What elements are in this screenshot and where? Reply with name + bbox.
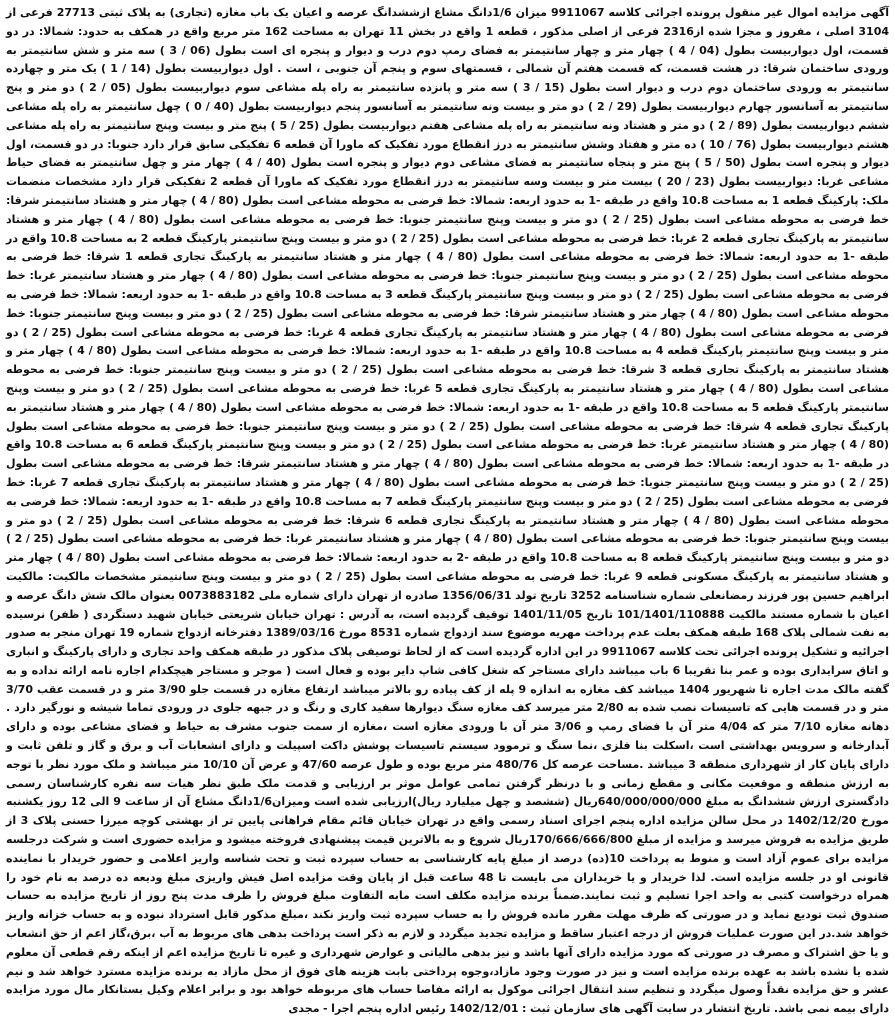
notice-body: آگهی مزایده اموال غیر منقول پرونده اجرائی کلاسه 9911067 میزان 1/6دانگ مشاع ازششدانگ عرصه و اعیان یک باب مغازه (تجاری) به پلاک ثبتی 27713 فرعی از 3104 اصلی ، مفروز و مجزا شده از2316 فرعی از اصلی مذکور ، قطعه 1 واقع در بخش 11 تهران به مساحت 162 متر مربع واقع در همکف به حدود: شمالا: در دو قسمت، اول دیواربیست بطول (04 / 4 ) چهار متر و چهار سانتیمتر به فضای رمپ دوم درب و دیوار و پنجره ای است بطول (06 / 3 ) سه متر و شش سانتیمتر به ورودی ساختمان شرقا: در هشت قسمت، که قسمت هفتم آن شمالی ، قسمتهای سوم و پنجم آن جنوبی ، است . اول دیواربیست بطول (14 / 1 ) یک متر و چهارده سانتیمتر به ورودی ساختمان دوم درب و دیوار است بطول (15 / 3 ) سه متر و پانزده سانتیمتر به راه پله مشاعی سوم دیواربیست بطول (05 / 2 ) دو متر و پنج سانتیمتر به آسانسور چهارم دیواربیست بطول (29 / 2 ) دو متر و بیست ونه سانتیمتر به آسانسور پنجم دیواربیست بطول (40 / 0 ) چهل سانتیمتر به راه پله مشاعی ششم دیواربیست بطول (89 / 2 ) دو متر و هشتاد ونه سانتیمتر به راه پله مشاعی هفتم دیواربیست بطول (25 / 5 ) پنج متر و بیست وپنج سانتیمتر به راه پله مشاعی هشتم دیواربیست بطول (76 / 10 ) ده متر و هفتاد وشش سانتیمتر به درز انقطاع مورد تفکیک که ماورا آن قطعه 6 تفکیکی سابق قرار دارد جنوبا: در دو قسمت، اول دیوار و پنجره است بطول (50 / 5 ) پنج متر و پنجاه سانتیمتر به فضای مشاعی دوم دیوار و پنجره است بطول (40 / 4 ) چهار متر و چهل سانتیمتر به فضای حیاط مشاعی غربا: دیواربیست بطول (23 / 20 ) بیست متر و بیست وسه سانتیمتر به درز انقطاع مورد تفکیک که ماورا آن قطعه 2 تفکیکی قرار دارد مشخصات منضمات ملک: پارکینگ قطعه 1 به مساحت 10.8 واقع در طبقه -1 به حدود اربعه: شمالا: خط فرضی به محوطه مشاعی است بطول (80 / 4 ) چهار متر و هشتاد سانتیمتر شرقا: خط فرضی به محوطه مشاعی است بطول (25 / 2 ) دو متر و بیست وپنج سانتیمتر جنوبا: خط فرضی به محوطه مشاعی است بطول (80 / 4 ) چهار متر و هشتاد سانتیمتر به پارکینگ تجاری قطعه 2 غربا: خط فرضی به محوطه مشاعی است بطول (25 / 2 ) دو متر و بیست وپنج سانتیمتر پارکینگ قطعه 2 به مساحت 10.8 واقع در طبقه -1 به حدود اربعه: شمالا: خط فرضی به محوطه مشاعی است بطول (80 / 4 ) چهار متر و هشتاد سانتیمتر به پارکینگ تجاری قطعه 1 شرقا: خط فرضی به محوطه مشاعی است بطول (25 / 2 ) دو متر و بیست وپنج سانتیمتر جنوبا: خط فرضی به محوطه مشاعی است بطول (80 / 4 ) چهار متر و هشتاد سانتیمتر غربا: خط فرضی به محوطه مشاعی است بطول (25 / 2 ) دو متر و بیست وپنج سانتیمتر پارکینگ قطعه 3 به مساحت 10.8 واقع در طبقه -1 به حدود اربعه: شمالا: خط فرضی به محوطه مشاعی است بطول (80 / 4 ) چهار متر و هشتاد سانتیمتر شرقا: خط فرضی به محوطه مشاعی است بطول (25 / 2 ) دو متر و بیست وپنج سانتیمتر جنوبا: خط فرضی به محوطه مشاعی است بطول (80 / 4 ) چهار متر و هشتاد سانتیمتر به پارکینگ تجاری قطعه 4 غربا: خط فرضی به محوطه مشاعی است بطول (25 / 2 ) دو متر و بیست وپنج سانتیمتر پارکینگ قطعه 4 به مساحت 10.8 واقع در طبقه -1 به حدود اربعه: شمالا: خط فرضی به محوطه مشاعی است بطول (80 / 4 ) چهار متر و هشتاد سانتیمتر به پارکینگ تجاری قطعه 3 شرقا: خط فرضی به محوطه مشاعی است بطول (25 / 2 ) دو متر و بیست وپنج سانتیمتر جنوبا: خط فرضی به محوطه مشاعی است بطول (80 / 4 ) چهار متر و هشتاد سانتیمتر به پارکینگ تجاری قطعه 5 غربا: خط فرضی به محوطه مشاعی است بطول (25 / 2 ) دو متر و بیست وپنج سانتیمتر پارکینگ قطعه 5 به مساحت 10.8 واقع در طبقه -1 به حدود اربعه: شمالا: خط فرضی به محوطه مشاعی است بطول (80 / 4 ) چهار متر و هشتاد سانتیمتر به پارکینگ تجاری قطعه 4 شرقا: خط فرضی به محوطه مشاعی است بطول (25 / 2 ) دو متر و بیست وپنج سانتیمتر جنوبا: خط فرضی به محوطه مشاعی است بطول (80 / 4 ) چهار متر و هشتاد سانتیمتر غربا: خط فرضی به محوطه مشاعی است بطول (25 / 2 ) دو متر و بیست وپنج سانتیمتر پارکینگ قطعه 6 به مساحت 10.8 واقع در طبقه -1 به حدود اربعه: شمالا: خط فرضی به محوطه مشاعی است بطول (80 / 4 ) چهار متر و هشتاد سانتیمتر شرقا: خط فرضی به محوطه مشاعی است بطول (25 / 2 ) دو متر و بیست وپنج سانتیمتر جنوبا: خط فرضی به محوطه مشاعی است بطول (80 / 4 ) چهار متر و هشتاد سانتیمتر به پارکینگ تجاری قطعه 7 غربا: خط فرضی به محوطه مشاعی است بطول (25 / 2 ) دو متر و بیست وپنج سانتیمتر پارکینگ قطعه 7 به مساحت 10.8 واقع در طبقه -1 به حدود اربعه: شمالا: خط فرضی به محوطه مشاعی است بطول (80 / 4 ) چهار متر و هشتاد سانتیمتر به پارکینگ تجاری قطعه 6 شرقا: خط فرضی به محوطه مشاعی است بطول (25 / 2 ) دو متر و بیست وپنج سانتیمتر جنوبا: خط فرضی به محوطه مشاعی است بطول (80 / 4 ) چهار متر و هشتاد سانتیمتر غربا: خط فرضی به محوطه مشاعی است بطول (25 / 2 ) دو متر و بیست وپنج سانتیمتر پارکینگ قطعه 8 به مساحت 10.8 واقع در طبقه -2 به حدود اربعه: شمالا: خط فرضی به محوطه مشاعی است بطول (80 / 4 ) چهار متر و هشتاد سانتیمتر به پارکینگ مسکونی قطعه 9 غربا: خط فرضی به محوطه مشاعی است بطول (25 / 2 ) دو متر و بیست وپنج سانتیمتر مشخصات مالکیت: مالکیت ابراهیم حسین پور فرزند رمضانعلی شماره شناسنامه 3252 تاریخ تولد 1356/06/31 صادره از تهران دارای شماره ملی 0073883182 بعنوان مالک شش دانگ عرصه و اعیان با شماره مستند مالکیت 101/1401/110888 تاریخ 1401/11/05 توقیف گردیده است، به آدرس : تهران خیابان شریعتی خیابان شهید دستگردی ( ظفر) نرسیده به نفت شمالی پلاک 168 طبقه همکف بعلت عدم پرداخت مهریه موضوع سند ازدواج شماره 8531 مورخ 1389/03/16 دفترخانه ازدواج شماره 19 تهران منجر به صدور اجرائیه و تشکیل پرونده اجرائی تحت کلاسه 9911067 در این اداره گردیده است که از لحاظ توصیفی پلاک مذکور در طبقه همکف واحد تجاری و دارای پارکینگ و انباری و اتاق سرایداری بوده و عمر بنا تقریبا 6 باب میباشد دارای مستاجر که شغل کافی شاپ دایر بوده و فعال است ( موجر و مستاجر هیچکدام اجاره نامه ارائه نداده و به گفته مالک مدت اجاره تا شهریور 1404 میباشد کف مغازه به اندازه 9 پله از کف پیاده رو بالاتر میباشد ارتفاع مغازه در قسمت جلو 3/90 متر و در قسمت عقب 3/70 متر و در قسمت هایی که تاسیسات نصب شده به 2/80 متر میرسد کف مغازه سنگ دیوارها سفید کاری و رنگ و در جبهه جلوی در ورودی تماما شیشه و نورگیر دارد . دهانه مغازه 7/10 متر که 4/04 متر آن با فضای رمپ و 3/06 متر آن با ورودی مغازه است ،مغازه از سمت جنوب مشرف به حیاط و فضای مشاعی بوده و دارای آبدارخانه و سرویس بهداشتی است ،اسکلت بنا فلزی ،نما سنگ و ترموود سیستم تاسیسات پوشش داکت اسپیلت و دارای انشعابات آب و برق و گاز و تلفن ثابت و دارای پایان کار از شهرداری منطقه 3 میباشد .مساحت عرصه کل 480/76 متر مربع بوده و طول عرصه 47/60 و عرض آن 10/10 متر میباشد و ملک مورد نظر با توجه به ارزش منطقه و موقعیت مکانی و مقطع زمانی و با درنظر گرفتن تمامی عوامل موثر بر ارزیابی و قدمت ملک طبق نظر هیات سه نفره کارشناسان رسمی دادگستری ارزش ششدانگ به مبلغ 640/000/000/000ریال (ششصد و چهل میلیارد ریال)ارزیابی شده است ومیزان1/6دانگ مشاع آن از ساعت 9 الی 12 روز یکشنبه مورخ 1402/12/20 در محل سالن مزایده اداره پنجم اجرای اسناد رسمی واقع در تهران خیابان قائم مقام فراهانی پایین تر از بهشتی کوچه میرزا حسنی پلاک 3 از طریق مزایده به فروش میرسد و مزایده از مبلغ 170/666/666/800ریال شروع و به بالاترین قیمت پیشنهادی فروخته میشود و مزایده حضوری است و شرکت درجلسه مزایده برای عموم آزاد است و منوط به پرداخت 10(ده) درصد از مبلغ پایه کارشناسی به حساب سپرده ثبت و تحت شناسه واریز اعلامی و حضور خریدار با نماینده قانونی او در جلسه مزایده است. لذا خریدار و یا خریداران می بایست تا 48 ساعت قبل از پایان وقت مزایده اصل فیش واریزی مبلغ ودیعه ده درصد به نام خود را همراه درخواست کتبی به واحد اجرا تسلیم و ثبت نمایند.ضمناً برنده مزایده مکلف است مابه التفاوت مبلغ فروش را ظرف مدت پنج روز از تاریخ مزایده به حساب صندوق ثبت تودیع نماید و در صورتی که ظرف مهلت مقرر مانده فروش را به حساب سپرده ثبت واریز نکند ،مبلغ مذکور قابل استرداد نبوده و به حساب خزانه واریز خواهد شد.در این صورت عملیات فروش از درجه اعتبار ساقط و مزایده تجدید میگردد و لازم به ذکر است پرداخت بدهی های مربوط به آب ،برق،گاز اعم از حق انشعاب و یا حق اشتراک و مصرف در صورتی که مورد مزایده دارای آنها باشد و نیز بدهی مالیاتی و عوارض شهرداری و غیره تا تاریخ مزایده اعم از اینکه رقم قطعی آن معلوم شده یا نشده باشد به عهده برنده مزایده است و نیز در صورت وجود مازاد،وجوه پرداختی بابت هزینه های فوق از محل مازاد به برنده مزایده مسترد خواهد شد و نیم عشر و حق مزایده نقداً وصول میگردد و تنظیم سند انتقال اجرائی موکول به ارائه مفاصا حساب های مربوطه خواهد بود و برابر اعلام وکیل بستانکار مال مورد مزایده دارای بیمه نمی باشد.	[6, 6, 890, 1016]
notice-footer: تاریخ انتشار در سایت آگهی های سازمان ثبت : 1402/12/01 رئیس اداره پنجم اجرا - مجدی	[288, 1002, 771, 1016]
